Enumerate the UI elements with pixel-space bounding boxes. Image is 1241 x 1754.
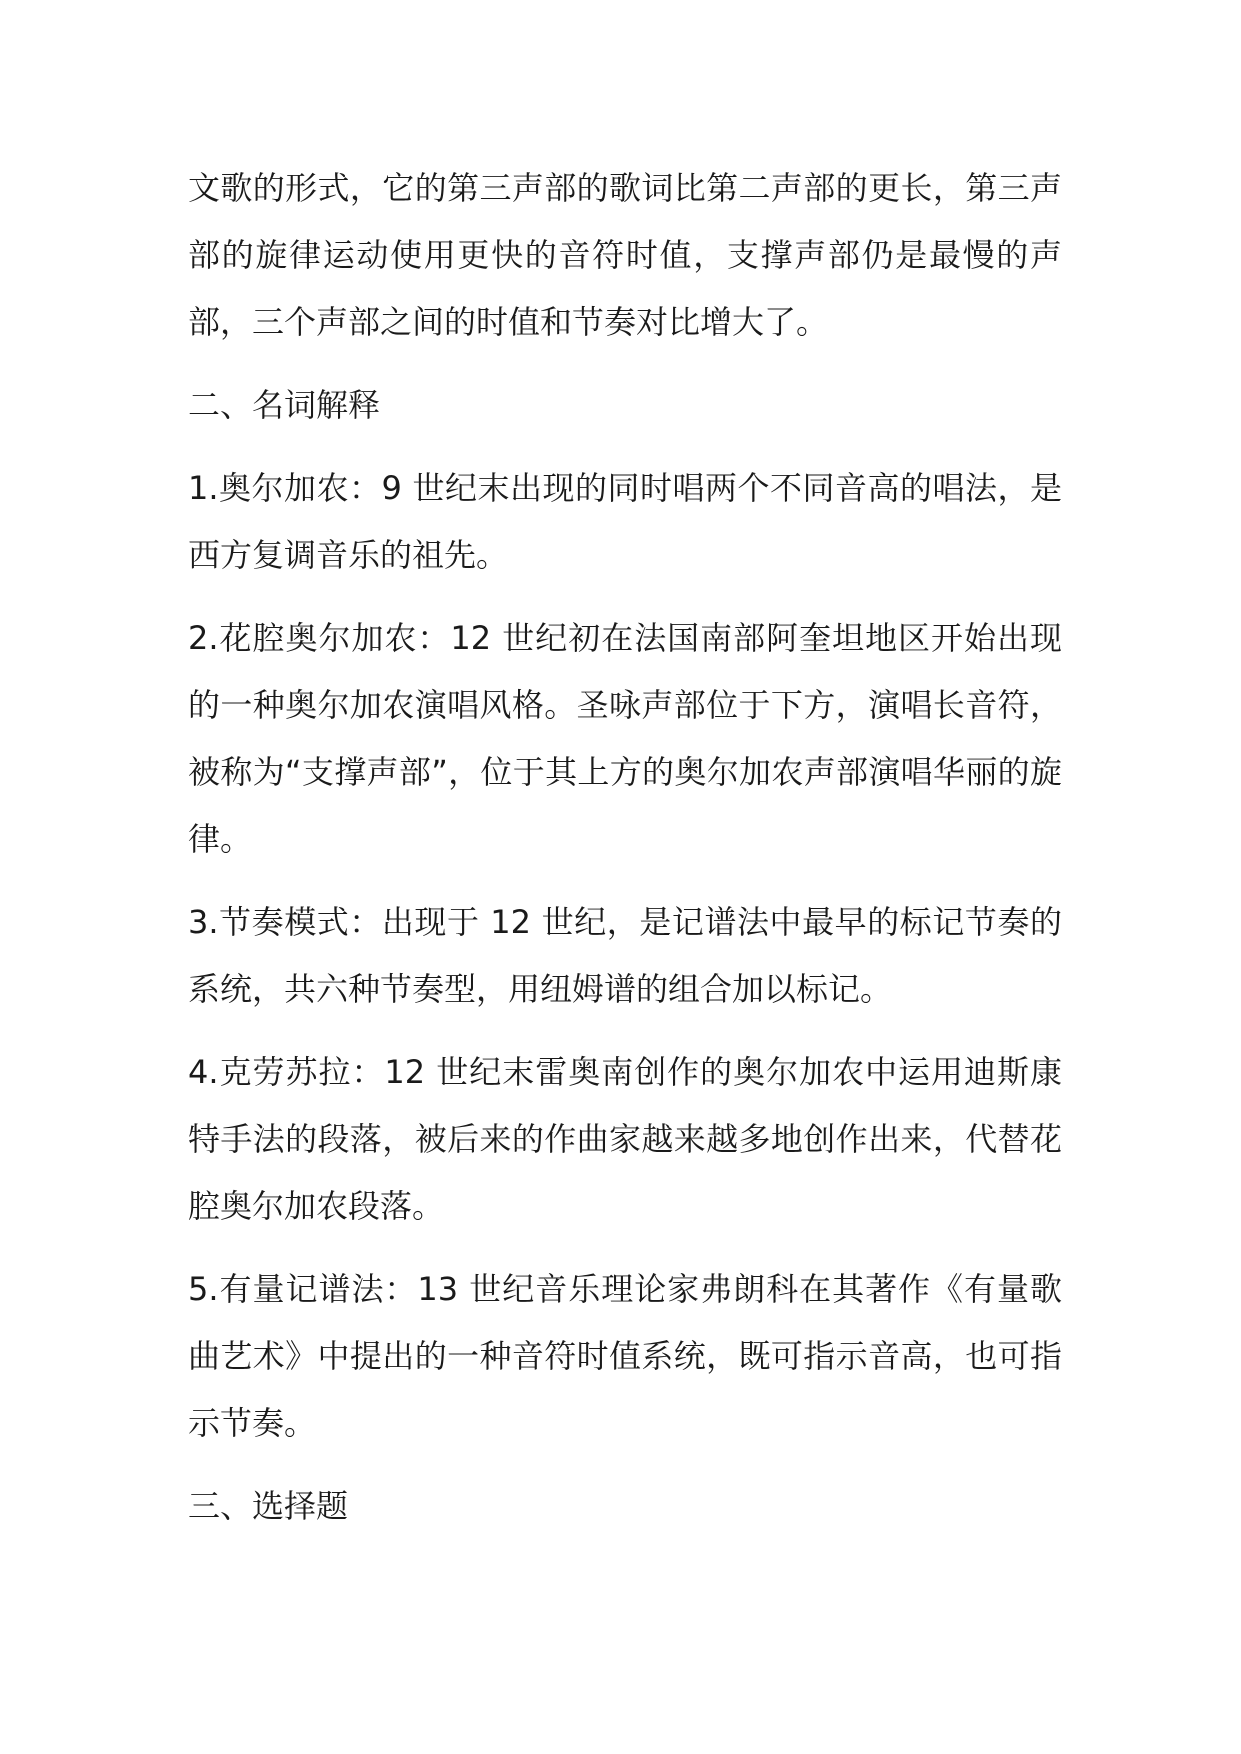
document-body [188,155,1062,1556]
term-organum: 1.奥尔加农：9 世纪末出现的同时唱两个不同音高的唱法，是西方复调音乐的祖先。 [188,469,1062,574]
term-melismatic-organum: 2.花腔奥尔加农：12 世纪初在法国南部阿奎坦地区开始出现的一种奥尔加农演唱风格。圣咏声部位于下方，演唱长音符，被称为“支撑声部”，位于其上方的奥尔加农声部演唱华丽的旋律。 [188,619,1062,858]
section-heading-terms: 二、名词解释 [188,386,381,424]
section-heading-choice: 三、选择题 [188,1487,349,1525]
term-mensural-notation: 5.有量记谱法：13 世纪音乐理论家弗朗科在其著作《有量歌曲艺术》中提出的一种音符时值系统，既可指示音高，也可指示节奏。 [188,1270,1062,1442]
term-rhythmic-modes: 3.节奏模式：出现于 12 世纪，是记谱法中最早的标记节奏的系统，共六种节奏型，用纽姆谱的组合加以标记。 [188,903,1062,1008]
term-clausula: 4.克劳苏拉：12 世纪末雷奥南创作的奥尔加农中运用迪斯康特手法的段落，被后来的作曲家越来越多地创作出来，代替花腔奥尔加农段落。 [188,1053,1062,1225]
paragraph-continuation: 文歌的形式，它的第三声部的歌词比第二声部的更长，第三声部的旋律运动使用更快的音符时值，支撑声部仍是最慢的声部，三个声部之间的时值和节奏对比增大了。 [188,169,1062,341]
